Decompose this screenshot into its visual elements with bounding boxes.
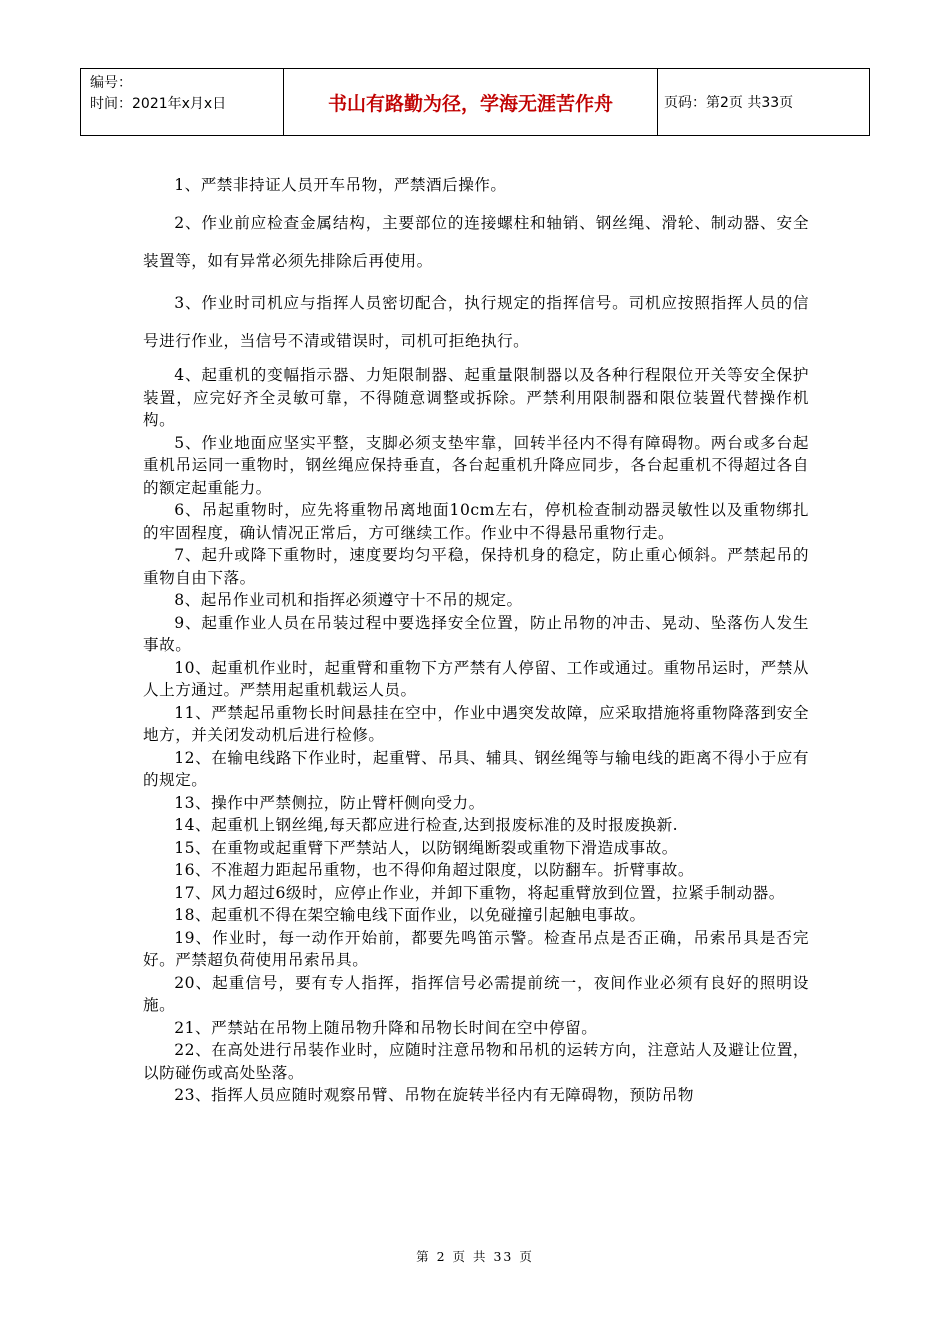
document-time-label: 时间：2021年x月x日 [90,96,227,112]
paragraph-12: 12、在输电线路下作业时，起重臂、吊具、辅具、钢丝绳等与输电线的距离不得小于应有的规定。 [143,748,809,789]
paragraph-10: 10、起重机作业时，起重臂和重物下方严禁有人停留、工作或通过。重物吊运时，严禁从人上方通过。严禁用起重机载运人员。 [143,658,809,699]
paragraph-15: 15、在重物或起重臂下严禁站人，以防钢绳断裂或重物下滑造成事故。 [174,838,678,857]
paragraph-7: 7、起升或降下重物时，速度要均匀平稳，保持机身的稳定，防止重心倾斜。严禁起吊的重物自由下落。 [143,546,809,587]
paragraph-11: 11、严禁起吊重物长时间悬挂在空中，作业中遇突发故障，应采取措施将重物降落到安全地方，并关闭发动机后进行检修。 [143,703,809,744]
paragraph-17: 17、风力超过6级时，应停止作业，并卸下重物，将起重臂放到位置，拉紧手制动器。 [174,883,785,902]
paragraph-19: 19、作业时，每一动作开始前，都要先鸣笛示警。检查吊点是否正确，吊索吊具是否完好。严禁超负荷使用吊索吊具。 [143,928,809,969]
page-footer: 第 2 页 共 33 页 [416,1249,534,1264]
paragraph-5: 5、作业地面应坚实平整，支脚必须支垫牢靠，回转半径内不得有障碍物。两台或多台起重机吊运同一重物时，钢丝绳应保持垂直，各台起重机升降应同步，各台起重机不得超过各自的额定起重能力。 [143,433,809,497]
paragraph-21: 21、严禁站在吊物上随吊物升降和吊物长时间在空中停留。 [174,1018,598,1037]
paragraph-1: 1、严禁非持证人员开车吊物，严禁酒后操作。 [174,176,507,194]
paragraph-23: 23、指挥人员应随时观察吊臂、吊物在旋转半径内有无障碍物，预防吊物 [174,1086,694,1104]
paragraph-22: 22、在高处进行吊装作业时，应随时注意吊物和吊机的运转方向，注意站人及避让位置，以防碰伤或高处坠落。 [143,1041,809,1082]
paragraph-20: 20、起重信号，要有专人指挥，指挥信号必需提前统一，夜间作业必须有良好的照明设施。 [143,973,809,1014]
paragraph-14: 14、起重机上钢丝绳,每天都应进行检查,达到报废标准的及时报废换新. [174,816,679,834]
document-number-label: 编号： [90,75,132,91]
document-body [143,166,809,1107]
paragraph-8: 8、起吊作业司机和指挥必须遵守十不吊的规定。 [174,591,523,609]
paragraph-16: 16、不准超力距起吊重物，也不得仰角超过限度，以防翻车。折臂事故。 [174,861,694,879]
header-page-label: 页码：第2页 共33页 [664,95,794,111]
paragraph-3: 3、作业时司机应与指挥人员密切配合，执行规定的指挥信号。司机应按照指挥人员的信号进行作业，当信号不清或错误时，司机可拒绝执行。 [143,294,809,350]
header-table [80,68,870,136]
paragraph-13: 13、操作中严禁侧拉，防止臂杆侧向受力。 [174,793,485,812]
header-motto: 书山有路勤为径，学海无涯苦作舟 [284,69,658,135]
paragraph-9: 9、起重作业人员在吊装过程中要选择安全位置，防止吊物的冲击、晃动、坠落伤人发生事故。 [143,613,809,654]
paragraph-18: 18、起重机不得在架空输电线下面作业，以免碰撞引起触电事故。 [174,906,646,924]
paragraph-2: 2、作业前应检查金属结构，主要部位的连接螺柱和轴销、钢丝绳、滑轮、制动器、安全装置等，如有异常必须先排除后再使用。 [143,214,809,270]
paragraph-4: 4、起重机的变幅指示器、力矩限制器、起重量限制器以及各种行程限位开关等安全保护装置，应完好齐全灵敏可靠，不得随意调整或拆除。严禁利用限制器和限位装置代替操作机构。 [143,366,809,429]
header-meta-cell [81,69,284,135]
paragraph-6: 6、吊起重物时，应先将重物吊离地面10cm左右，停机检查制动器灵敏性以及重物绑扎的牢固程度，确认情况正常后，方可继续工作。作业中不得悬吊重物行走。 [143,501,809,542]
